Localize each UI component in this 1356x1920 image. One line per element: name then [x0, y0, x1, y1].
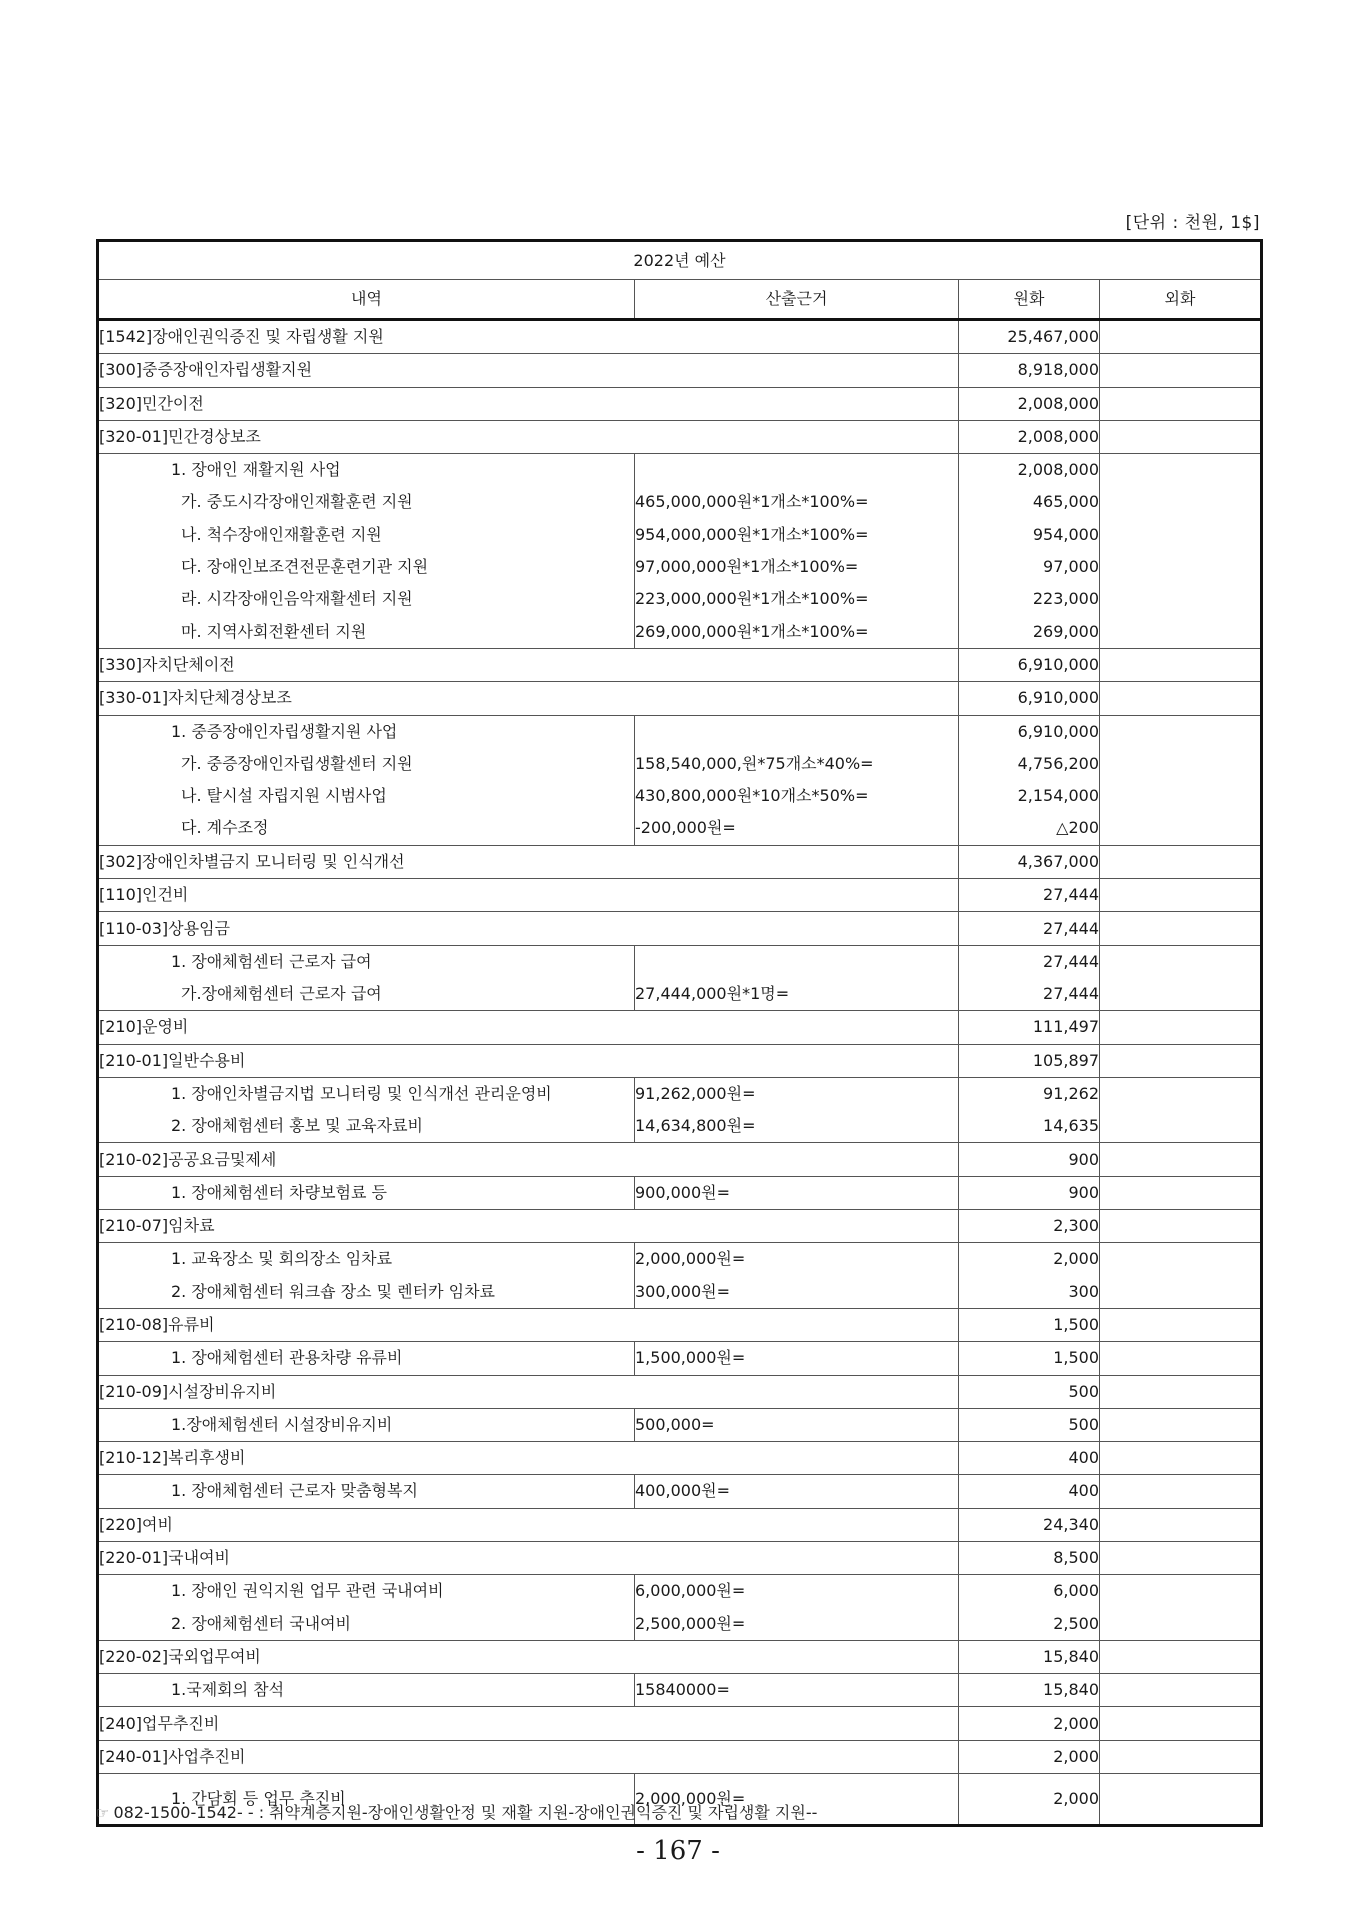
table-row-group: [98, 715, 1262, 845]
line-amount: 4,756,200: [1017, 753, 1099, 773]
row-amount-krw: 2,300: [959, 1210, 1100, 1243]
row-basis-cell: [635, 1408, 959, 1441]
line-description: 1.국제회의 참석: [171, 1680, 285, 1700]
line-description: 다. 계수조정: [181, 818, 269, 838]
line-amount: 27,444: [1043, 983, 1099, 1003]
row-amount-krw: 1,500: [959, 1308, 1100, 1341]
row-amount-krw: 4,367,000: [959, 845, 1100, 878]
row-amount-krw: 24,340: [959, 1508, 1100, 1541]
row-amount-krw-cell: [959, 1342, 1100, 1375]
line-amount: 97,000: [1043, 557, 1099, 577]
row-amount-foreign: [1100, 682, 1262, 715]
row-amount-foreign: [1100, 912, 1262, 945]
table-row: [98, 1011, 1262, 1044]
line-description: 가. 중증장애인자립생활센터 지원: [181, 753, 413, 773]
line-basis: 14,634,800원=: [635, 1116, 756, 1136]
row-amount-foreign: [1100, 454, 1262, 649]
row-description: [220]여비: [98, 1508, 959, 1541]
line-basis: 500,000=: [635, 1414, 715, 1434]
row-basis-cell: [635, 454, 959, 649]
row-description: [210-09]시설장비유지비: [98, 1375, 959, 1408]
table-row: [98, 354, 1262, 387]
row-basis-cell: [635, 1674, 959, 1707]
row-description: [210-01]일반수용비: [98, 1044, 959, 1077]
row-amount-krw: 105,897: [959, 1044, 1100, 1077]
line-amount: 15,840: [1043, 1680, 1099, 1700]
table-row-group: [98, 1575, 1262, 1641]
line-amount: 6,000: [1053, 1581, 1099, 1601]
row-amount-krw-cell: [959, 1408, 1100, 1441]
line-amount: △200: [1056, 818, 1099, 838]
row-amount-foreign: [1100, 1475, 1262, 1508]
row-amount-krw: 900: [959, 1143, 1100, 1176]
table-row: [98, 1640, 1262, 1673]
row-amount-foreign: [1100, 1342, 1262, 1375]
line-description: 2. 장애체험센터 홍보 및 교육자료비: [171, 1116, 423, 1136]
table-row: [98, 1442, 1262, 1475]
row-amount-foreign: [1100, 879, 1262, 912]
line-description: 1. 중증장애인자립생활지원 사업: [171, 721, 398, 741]
row-amount-foreign: [1100, 1176, 1262, 1209]
row-amount-foreign: [1100, 420, 1262, 453]
row-description: [220-01]국내여비: [98, 1542, 959, 1575]
row-description: [210-08]유류비: [98, 1308, 959, 1341]
row-amount-krw-cell: [959, 1243, 1100, 1309]
row-description-cell: [98, 1575, 635, 1641]
row-description: [210-12]복리후생비: [98, 1442, 959, 1475]
line-amount: 2,154,000: [1017, 786, 1099, 806]
line-amount: 1,500: [1053, 1348, 1099, 1368]
table-row: [98, 1375, 1262, 1408]
row-description: [320]민간이전: [98, 387, 959, 420]
line-basis: [635, 716, 958, 748]
line-basis: 269,000,000원*1개소*100%=: [635, 621, 869, 641]
row-description: [240]업무추진비: [98, 1707, 959, 1740]
row-amount-krw: 111,497: [959, 1011, 1100, 1044]
line-description: 1.장애체험센터 시설장비유지비: [171, 1414, 393, 1434]
table-row: [98, 1143, 1262, 1176]
table-row: [98, 1044, 1262, 1077]
footnote-text: 082-1500-1542- - : 취약계층지원-장애인생활안정 및 재활 지원-장애인권익증진 및 자립생활 지원--: [113, 1803, 818, 1822]
row-description: [220-02]국외업무여비: [98, 1640, 959, 1673]
row-basis-cell: [635, 945, 959, 1011]
row-description: [330]자치단체이전: [98, 648, 959, 681]
table-row: [98, 1308, 1262, 1341]
row-amount-krw-cell: [959, 1475, 1100, 1508]
table-row: [98, 1542, 1262, 1575]
table-row-group: [98, 945, 1262, 1011]
line-amount: 2,000: [1053, 1249, 1099, 1269]
row-amount-foreign: [1100, 1044, 1262, 1077]
row-amount-krw-cell: [959, 715, 1100, 845]
line-description: 1. 교육장소 및 회의장소 임차료: [171, 1249, 393, 1269]
row-amount-krw: 400: [959, 1442, 1100, 1475]
line-basis: 900,000원=: [635, 1182, 731, 1202]
row-amount-krw-cell: [959, 1176, 1100, 1209]
row-description-cell: [98, 1475, 635, 1508]
row-amount-foreign: [1100, 1707, 1262, 1740]
line-description: 2. 장애체험센터 워크숍 장소 및 렌터카 임차료: [171, 1281, 495, 1301]
row-description: [302]장애인차별금지 모니터링 및 인식개선: [98, 845, 959, 878]
row-amount-foreign: [1100, 1408, 1262, 1441]
line-basis: 2,000,000원=: [635, 1249, 746, 1269]
row-amount-foreign: [1100, 1774, 1262, 1826]
row-description-cell: [98, 945, 635, 1011]
line-amount: 465,000: [1032, 492, 1099, 512]
row-amount-foreign: [1100, 387, 1262, 420]
line-basis: [635, 454, 958, 486]
row-amount-krw: 2,008,000: [959, 420, 1100, 453]
row-description-cell: [98, 1408, 635, 1441]
line-amount: 91,262: [1043, 1083, 1099, 1103]
table-row: [98, 879, 1262, 912]
row-amount-foreign: [1100, 1077, 1262, 1143]
row-amount-foreign: [1100, 1143, 1262, 1176]
row-amount-krw-cell: [959, 945, 1100, 1011]
line-description: 1. 간담회 등 업무 추진비: [171, 1789, 346, 1809]
line-description: 마. 지역사회전환센터 지원: [181, 621, 367, 641]
line-description: 나. 탈시설 자립지원 시범사업: [181, 786, 387, 806]
row-amount-foreign: [1100, 1210, 1262, 1243]
row-description: [320-01]민간경상보조: [98, 420, 959, 453]
line-basis: 158,540,000,원*75개소*40%=: [635, 753, 874, 773]
page-number: - 167 -: [636, 1836, 720, 1866]
table-row: [98, 420, 1262, 453]
line-amount: 27,444: [1043, 951, 1099, 971]
line-basis: 91,262,000원=: [635, 1083, 756, 1103]
row-amount-krw: 27,444: [959, 912, 1100, 945]
line-amount: 900: [1068, 1182, 1099, 1202]
line-amount: 500: [1068, 1414, 1099, 1434]
line-description: 가. 중도시각장애인재활훈련 지원: [181, 492, 413, 512]
row-amount-krw: 2,000: [959, 1707, 1100, 1740]
row-amount-krw-cell: [959, 1674, 1100, 1707]
row-amount-krw-cell: [959, 454, 1100, 649]
row-description-cell: [98, 1243, 635, 1309]
table-row-group: [98, 1077, 1262, 1143]
line-description: 1. 장애인 재활지원 사업: [171, 460, 341, 480]
line-description: 나. 척수장애인재활훈련 지원: [181, 524, 382, 544]
table-row: [98, 1508, 1262, 1541]
line-description: 1. 장애체험센터 근로자 맞춤형복지: [171, 1481, 418, 1501]
line-basis: 430,800,000원*10개소*50%=: [635, 786, 869, 806]
row-amount-krw: 2,000: [959, 1740, 1100, 1773]
row-description: [210]운영비: [98, 1011, 959, 1044]
row-amount-foreign: [1100, 1542, 1262, 1575]
row-amount-foreign: [1100, 715, 1262, 845]
row-amount-foreign: [1100, 945, 1262, 1011]
header-description: 내역: [98, 280, 635, 320]
row-amount-foreign: [1100, 1243, 1262, 1309]
header-foreign: 외화: [1100, 280, 1262, 320]
row-description-cell: [98, 1176, 635, 1209]
row-amount-krw: 6,910,000: [959, 648, 1100, 681]
table-row-group: [98, 1475, 1262, 1508]
line-description: 1. 장애체험센터 근로자 급여: [171, 951, 372, 971]
table-row: [98, 387, 1262, 420]
line-basis: 223,000,000원*1개소*100%=: [635, 589, 869, 609]
line-amount: 6,910,000: [1017, 721, 1099, 741]
row-description: [110]인건비: [98, 879, 959, 912]
line-basis: -200,000원=: [635, 818, 736, 838]
row-description-cell: [98, 1674, 635, 1707]
line-basis: 2,000,000원=: [635, 1789, 746, 1809]
header-krw: 원화: [959, 280, 1100, 320]
line-basis: 6,000,000원=: [635, 1581, 746, 1601]
line-amount: 2,500: [1053, 1613, 1099, 1633]
row-amount-krw: 27,444: [959, 879, 1100, 912]
table-row: [98, 682, 1262, 715]
line-amount: 2,000: [1053, 1789, 1099, 1809]
table-title: 2022년 예산: [98, 241, 1262, 280]
row-description: [110-03]상용임금: [98, 912, 959, 945]
row-basis-cell: [635, 1475, 959, 1508]
table-row: [98, 320, 1262, 354]
row-amount-foreign: [1100, 1640, 1262, 1673]
line-basis: 1,500,000원=: [635, 1348, 746, 1368]
table-row: [98, 1740, 1262, 1773]
row-amount-krw: 25,467,000: [959, 320, 1100, 354]
row-amount-foreign: [1100, 354, 1262, 387]
line-amount: 14,635: [1043, 1116, 1099, 1136]
row-description-cell: [98, 1077, 635, 1143]
table-row-group: [98, 1674, 1262, 1707]
row-description: [210-02]공공요금및제세: [98, 1143, 959, 1176]
row-amount-foreign: [1100, 1508, 1262, 1541]
table-row: [98, 1210, 1262, 1243]
row-amount-foreign: [1100, 1674, 1262, 1707]
row-basis-cell: [635, 1077, 959, 1143]
table-row-group: [98, 454, 1262, 649]
row-amount-krw-cell: [959, 1575, 1100, 1641]
row-amount-krw: 15,840: [959, 1640, 1100, 1673]
line-description: 다. 장애인보조견전문훈련기관 지원: [181, 557, 429, 577]
row-amount-foreign: [1100, 1442, 1262, 1475]
row-description: [210-07]임차료: [98, 1210, 959, 1243]
row-amount-krw: 6,910,000: [959, 682, 1100, 715]
line-description: 1. 장애인차별금지법 모니터링 및 인식개선 관리운영비: [171, 1083, 552, 1103]
table-header-row: [98, 280, 1262, 320]
line-amount: 400: [1068, 1481, 1099, 1501]
row-amount-foreign: [1100, 320, 1262, 354]
table-row: [98, 648, 1262, 681]
row-amount-krw: 8,500: [959, 1542, 1100, 1575]
line-description: 2. 장애체험센터 국내여비: [171, 1613, 351, 1633]
row-description: [1542]장애인권익증진 및 자립생활 지원: [98, 320, 959, 354]
line-amount: 2,008,000: [1017, 460, 1099, 480]
line-description: 가.장애체험센터 근로자 급여: [181, 983, 382, 1003]
table-row-group: [98, 1408, 1262, 1441]
line-description: 라. 시각장애인음악재활센터 지원: [181, 589, 413, 609]
row-basis-cell: [635, 1176, 959, 1209]
table-title-row: [98, 241, 1262, 280]
line-basis: 2,500,000원=: [635, 1613, 746, 1633]
row-amount-krw: 2,008,000: [959, 387, 1100, 420]
row-description: [240-01]사업추진비: [98, 1740, 959, 1773]
line-basis: 300,000원=: [635, 1281, 731, 1301]
row-description-cell: [98, 1342, 635, 1375]
row-basis-cell: [635, 1575, 959, 1641]
line-basis: 15840000=: [635, 1680, 730, 1700]
row-amount-foreign: [1100, 1375, 1262, 1408]
table-row-group: [98, 1176, 1262, 1209]
table-row: [98, 912, 1262, 945]
row-basis-cell: [635, 1342, 959, 1375]
row-amount-krw: 8,918,000: [959, 354, 1100, 387]
row-amount-foreign: [1100, 1575, 1262, 1641]
line-amount: 954,000: [1032, 524, 1099, 544]
row-description: [300]중증장애인자립생활지원: [98, 354, 959, 387]
row-amount-foreign: [1100, 1740, 1262, 1773]
line-basis: [635, 946, 958, 978]
header-basis: 산출근거: [635, 280, 959, 320]
row-basis-cell: [635, 715, 959, 845]
row-amount-foreign: [1100, 1308, 1262, 1341]
row-description-cell: [98, 715, 635, 845]
footnote: [96, 1800, 817, 1823]
pointing-hand-icon: ☞: [96, 1804, 110, 1822]
line-description: 1. 장애체험센터 차량보험료 등: [171, 1182, 387, 1202]
row-description-cell: [98, 454, 635, 649]
line-basis: 97,000,000원*1개소*100%=: [635, 557, 859, 577]
line-basis: 954,000,000원*1개소*100%=: [635, 524, 869, 544]
row-description: [330-01]자치단체경상보조: [98, 682, 959, 715]
budget-table: [96, 239, 1263, 1827]
line-description: 1. 장애인 권익지원 업무 관련 국내여비: [171, 1581, 444, 1601]
table-row-group: [98, 1243, 1262, 1309]
row-basis-cell: [635, 1243, 959, 1309]
row-amount-foreign: [1100, 648, 1262, 681]
line-amount: 269,000: [1032, 621, 1099, 641]
line-basis: 400,000원=: [635, 1481, 731, 1501]
line-amount: 300: [1068, 1281, 1099, 1301]
table-row: [98, 845, 1262, 878]
row-amount-krw-cell: [959, 1774, 1100, 1826]
table-row-group: [98, 1342, 1262, 1375]
row-amount-foreign: [1100, 845, 1262, 878]
line-description: 1. 장애체험센터 관용차량 유류비: [171, 1348, 403, 1368]
row-amount-krw-cell: [959, 1077, 1100, 1143]
row-amount-foreign: [1100, 1011, 1262, 1044]
line-amount: 223,000: [1032, 589, 1099, 609]
table-row: [98, 1707, 1262, 1740]
line-basis: 465,000,000원*1개소*100%=: [635, 492, 869, 512]
line-basis: 27,444,000원*1명=: [635, 983, 790, 1003]
row-amount-krw: 500: [959, 1375, 1100, 1408]
unit-label: [단위 : 천원, 1$]: [1125, 213, 1260, 233]
